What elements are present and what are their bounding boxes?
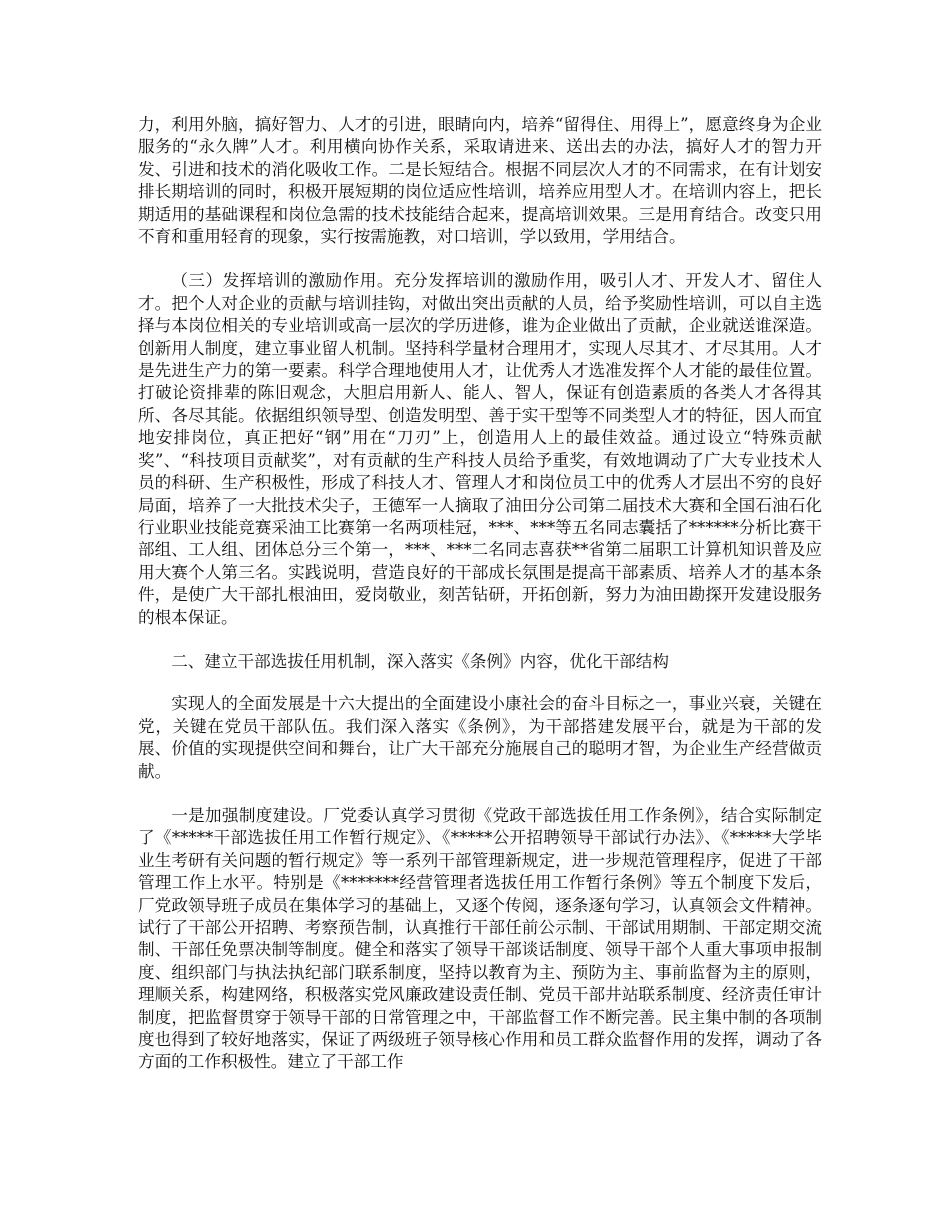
paragraph-training-incentive: （三）发挥培训的激励作用。充分发挥培训的激励作用，吸引人才、开发人才、留住人才。把个人对企业的贡献与培训挂钩，对做出突出贡献的人员，给予奖励性培训，可以自主选择与本岗位相关的专业培训或高一层次的学历进修，谁为企业做出了贡献，企业就送谁深造。创新用人制度，建立事业留人机制。坚持科学量材合理用才，实现人尽其才、才尽其用。人才是先进生产力的第一要素。科学合理地使用人才，让优秀人才选准发挥个人才能的最佳位置。打破论资排辈的陈旧观念，大胆启用新人、能人、智人，保证有创造素质的各类人才各得其所、各尽其能。依据组织领导型、创造发明型、善于实干型等不同类型人才的特征，因人而宜地安排岗位，真正把好“钢”用在“刀刃”上，创造用人上的最佳效益。通过设立“特殊贡献奖”、“科技项目贡献奖”，对有贡献的生产科技人员给予重奖，有效地调动了广大专业技术人员的科研、生产积极性，形成了科技人才、管理人才和岗位员工中的优秀人才层出不穷的良好局面，培养了一大批技术尖子，王德军一人摘取了油田分公司第二届技术大赛和全国石油石化行业职业技能竞赛采油工比赛第一名两项桂冠，***、***等五名同志囊括了******分析比赛干部组、工人组、团体总分三个第一，***、***二名同志喜获**省第二届职工计算机知识普及应用大赛个人第三名。实践说明，营造良好的干部成长氛围是提高干部素质、培养人才的基本条件，是使广大干部扎根油田，爱岗敬业，刻苦钻研，开拓创新，努力为油田勘探开发建设服务的根本保证。 xyxy=(138,271,822,627)
paragraph-system-building: 一是加强制度建设。厂党委认真学习贯彻《党政干部选拔任用工作条例》，结合实际制定了《*****干部选拔任用工作暂行规定》、《*****公开招聘领导干部试行办法》、《*****大学毕业生考研有关问题的暂行规定》等一系列干部管理新规定，进一步规范管理程序，促进了干部管理工作上水平。特别是《*******经营管理者选拔任用工作暂行条例》等五个制度下发后，厂党政领导班子成员在集体学习的基础上，又逐个传阅，逐条逐句学习，认真领会文件精神。试行了干部公开招聘、考察预告制，认真推行干部任前公示制、干部试用期制、干部定期交流制、干部任免票决制等制度。健全和落实了领导干部谈话制度、领导干部个人重大事项申报制度、组织部门与执法执纪部门联系制度，坚持以教育为主、预防为主、事前监督为主的原则，理顺关系，构建网络，积极落实党风廉政建设责任制、党员干部井站联系制度、经济责任审计制度，把监督贯穿于领导干部的日常管理之中，干部监督工作不断完善。民主集中制的各项制度也得到了较好地落实，保证了两级班子领导核心作用和员工群众监督作用的发挥，调动了各方面的工作积极性。建立了干部工作 xyxy=(138,805,822,1072)
section-heading: 二、建立干部选拔任用机制，深入落实《条例》内容，优化干部结构 xyxy=(171,651,669,671)
paragraph-spacer xyxy=(138,673,822,693)
paragraph-overall-development: 实现人的全面发展是十六大提出的全面建设小康社会的奋斗目标之一，事业兴衰，关键在党，关键在党员干部队伍。我们深入落实《条例》，为干部搭建发展平台，就是为干部的发展、价值的实现提供空间和舞台，让广大干部充分施展自己的聪明才智，为企业生产经营做贡献。 xyxy=(138,694,822,781)
paragraph-spacer xyxy=(138,248,822,270)
paragraph-spacer xyxy=(138,783,822,805)
paragraph-spacer xyxy=(138,629,822,651)
paragraph-talent-introduction: 力，利用外脑，搞好智力、人才的引进，眼睛向内，培养“留得住、用得上”，愿意终身为企业服务的“永久牌”人才。利用横向协作关系，采取请进来、送出去的办法，搞好人才的智力开发、引进和技术的消化吸收工作。二是长短结合。根据不同层次人才的不同需求，在有计划安排长期培训的同时，积极开展短期的岗位适应性培训，培养应用型人才。在培训内容上，把长期适用的基础课程和岗位急需的技术技能结合起来，提高培训效果。三是用育结合。改变只用不育和重用轻育的现象，实行按需施教，对口培训，学以致用，学用结合。 xyxy=(138,115,822,247)
document-body xyxy=(138,114,822,1074)
